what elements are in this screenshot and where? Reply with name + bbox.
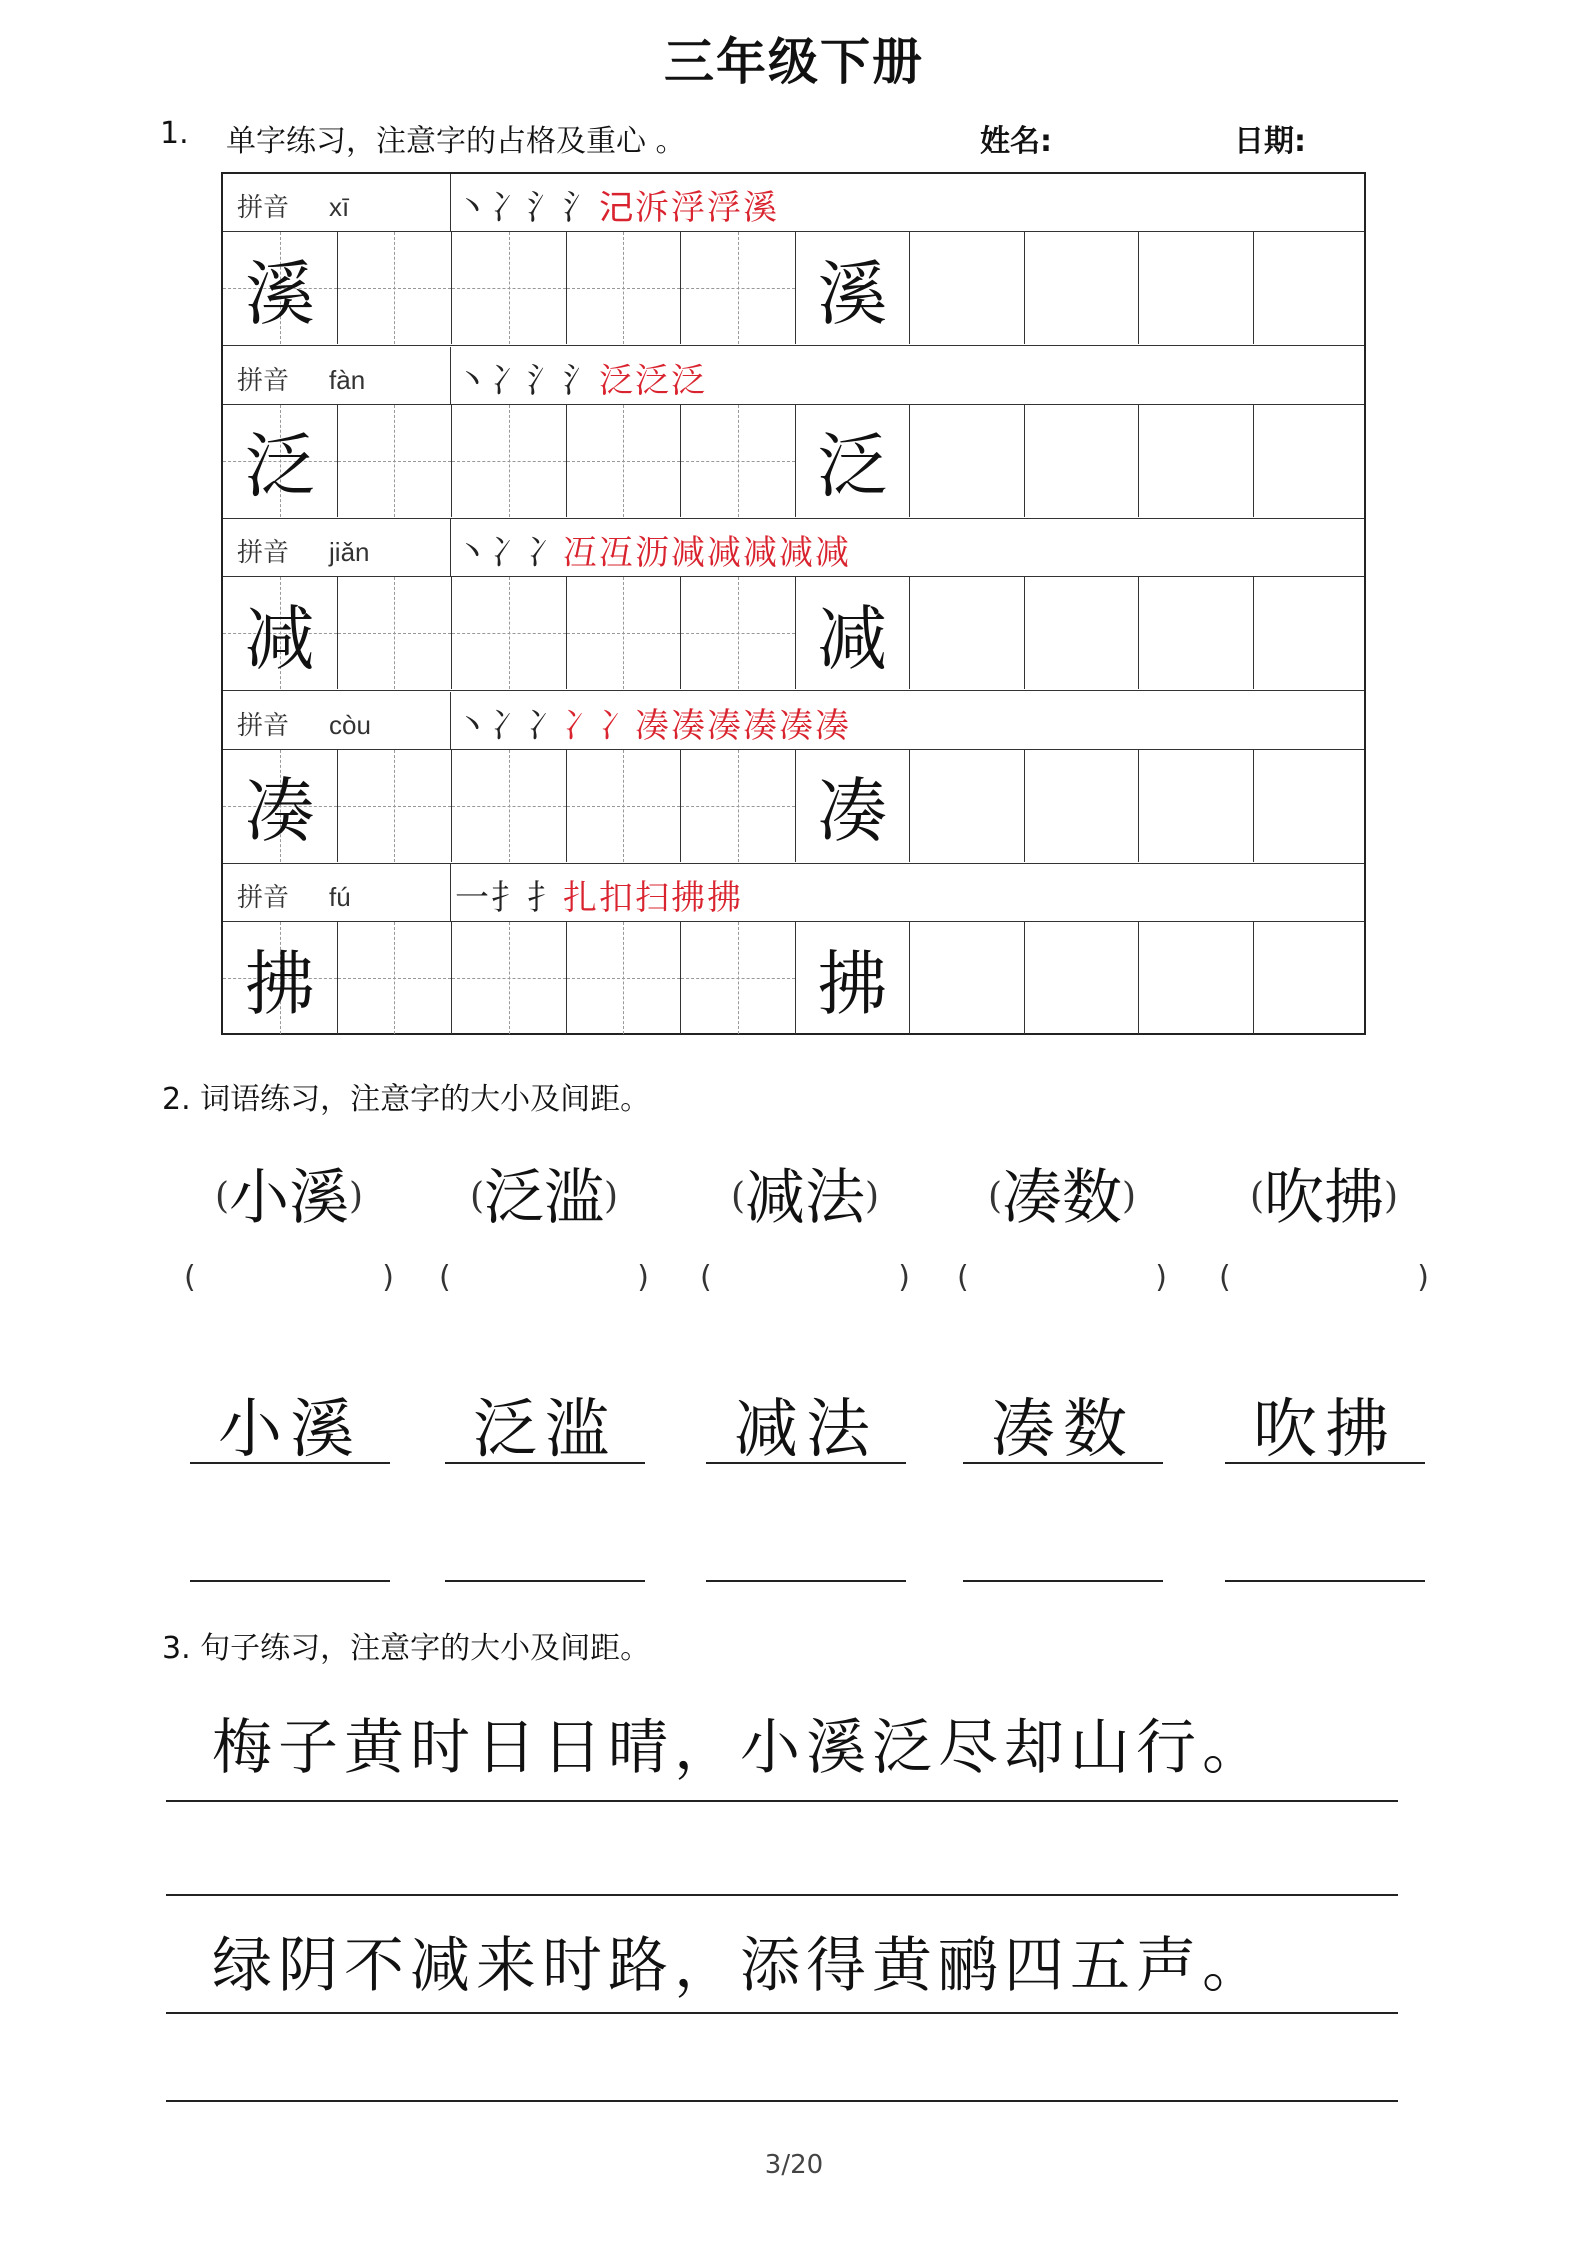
writing-cell[interactable] (681, 750, 796, 862)
paren-close: ) (1417, 1260, 1429, 1295)
pinyin-caption: 拼音 (237, 538, 290, 569)
writing-cell[interactable] (338, 922, 453, 1034)
model-char-cell (796, 405, 911, 517)
writing-cell[interactable] (1025, 232, 1140, 344)
pinyin-blank[interactable] (184, 1260, 394, 1295)
char-row (223, 750, 1364, 864)
paren-close: ) (637, 1260, 649, 1295)
pinyin-value: fú (329, 882, 351, 913)
word-trace: 减法 (734, 1393, 878, 1467)
section2-title: 2. 词语练习，注意字的大小及间距。 (162, 1082, 651, 1117)
paren-open: ( (214, 1176, 229, 1217)
pinyin-label (237, 705, 371, 742)
writing-cell[interactable] (1025, 922, 1140, 1034)
model-char: 拂 (817, 942, 888, 1025)
paren-open: ( (730, 1176, 745, 1217)
writing-cell[interactable] (338, 750, 453, 862)
word-underline (445, 1462, 645, 1464)
word-text: 减法 (745, 1163, 865, 1233)
model-char: 溪 (244, 252, 315, 335)
word-text: 吹拂 (1264, 1163, 1384, 1233)
pinyin-caption: 拼音 (237, 883, 290, 914)
name-label: 姓名: (980, 124, 1052, 159)
word-blank-line[interactable] (706, 1580, 906, 1582)
writing-cell[interactable] (452, 232, 567, 344)
pinyin-blank[interactable] (957, 1260, 1167, 1295)
pinyin-row (223, 519, 1364, 577)
writing-cell[interactable] (1254, 577, 1369, 689)
word-model (429, 1150, 659, 1233)
paren-close: ) (865, 1176, 880, 1217)
pinyin-value: fàn (329, 364, 366, 395)
pinyin-value: còu (329, 709, 371, 740)
stroke-order-rest: 冱冱沥减减减减减 (563, 533, 851, 574)
writing-cell[interactable] (452, 922, 567, 1034)
writing-line[interactable] (166, 2100, 1398, 2102)
model-char: 溪 (817, 252, 888, 335)
paren-open: ( (184, 1260, 196, 1295)
word-blank-line[interactable] (963, 1580, 1163, 1582)
paren-open: ( (469, 1176, 484, 1217)
worksheet-header (160, 116, 1420, 166)
pinyin-blank[interactable] (439, 1260, 649, 1295)
model-char-cell (223, 750, 338, 862)
writing-cell[interactable] (910, 405, 1025, 517)
writing-cell[interactable] (338, 405, 453, 517)
writing-cell[interactable] (1025, 405, 1140, 517)
writing-cell[interactable] (452, 405, 567, 517)
writing-cell[interactable] (910, 577, 1025, 689)
instruction-text: 单字练习，注意字的占格及重心 。 (226, 124, 686, 159)
writing-cell[interactable] (910, 922, 1025, 1034)
paren-open: ( (1249, 1176, 1264, 1217)
stroke-order (455, 698, 851, 747)
paren-close: ) (1384, 1176, 1399, 1217)
model-char-cell (796, 750, 911, 862)
writing-cell[interactable] (1139, 577, 1254, 689)
pinyin-caption: 拼音 (237, 710, 290, 741)
writing-cell[interactable] (338, 232, 453, 344)
model-char-cell (223, 405, 338, 517)
writing-cell[interactable] (452, 750, 567, 862)
stroke-order (455, 353, 707, 402)
writing-cell[interactable] (681, 405, 796, 517)
pinyin-row (223, 864, 1364, 922)
pinyin-divider (450, 347, 451, 404)
model-char: 减 (817, 597, 888, 680)
page-number: 3/20 (764, 2150, 824, 2180)
writing-cell[interactable] (1139, 405, 1254, 517)
word-model (1209, 1150, 1439, 1233)
stroke-order-rest: 𣲆泝浮浮溪 (599, 188, 779, 228)
pinyin-divider (450, 174, 451, 231)
char-row (223, 922, 1364, 1036)
paren-open: ( (1219, 1260, 1231, 1295)
pinyin-label (237, 532, 370, 569)
writing-cell[interactable] (1025, 750, 1140, 862)
word-model (947, 1150, 1177, 1233)
stroke-order-start: 丶冫冫 (455, 705, 563, 746)
writing-cell[interactable] (910, 232, 1025, 344)
stroke-order (455, 870, 743, 919)
model-char: 凑 (817, 770, 888, 853)
pinyin-blank[interactable] (700, 1260, 910, 1295)
writing-cell[interactable] (452, 577, 567, 689)
pinyin-divider (450, 864, 451, 921)
stroke-order-rest: 冫冫凑凑凑凑凑凑 (563, 705, 851, 746)
instruction-number: 1. (160, 116, 189, 151)
pinyin-row (223, 692, 1364, 750)
stroke-order (455, 525, 851, 574)
model-char-cell (223, 577, 338, 689)
sentence-text: 绿阴不减来时路，添得黄鹂四五声。 (212, 1931, 1268, 2001)
writing-line[interactable] (166, 1894, 1398, 1896)
model-char-cell (796, 922, 911, 1034)
writing-cell[interactable] (681, 577, 796, 689)
char-row (223, 405, 1364, 519)
stroke-order-start: 丶冫冫 (455, 533, 563, 574)
model-char-cell (796, 232, 911, 344)
pinyin-row (223, 347, 1364, 405)
word-text: 凑数 (1002, 1163, 1122, 1233)
paren-close: ) (349, 1176, 364, 1217)
stroke-order-start: 丶冫氵氵 (455, 360, 599, 401)
writing-cell[interactable] (1139, 750, 1254, 862)
word-trace: 小溪 (218, 1393, 362, 1467)
model-char: 凑 (244, 770, 315, 853)
paren-close: ) (382, 1260, 394, 1295)
stroke-order-rest: 泛泛泛 (599, 360, 707, 401)
pinyin-row (223, 174, 1364, 232)
writing-cell[interactable] (681, 232, 796, 344)
paren-close: ) (1122, 1176, 1137, 1217)
writing-cell[interactable] (567, 922, 682, 1034)
sentence-text: 梅子黄时日日晴，小溪泛尽却山行。 (212, 1713, 1268, 1783)
paren-open: ( (957, 1260, 969, 1295)
stroke-order-start: 丶冫氵氵 (455, 188, 599, 228)
writing-cell[interactable] (567, 577, 682, 689)
word-underline (963, 1462, 1163, 1464)
model-char: 减 (244, 597, 315, 680)
pinyin-value: jiǎn (329, 537, 370, 568)
word-text: 泛滥 (484, 1163, 604, 1233)
writing-cell[interactable] (1254, 922, 1369, 1034)
word-underline (190, 1462, 390, 1464)
model-char-cell (223, 232, 338, 344)
section3-title: 3. 句子练习，注意字的大小及间距。 (162, 1631, 651, 1666)
word-underline (1225, 1462, 1425, 1464)
pinyin-label (237, 877, 351, 914)
pinyin-label (237, 360, 365, 397)
word-blank-line[interactable] (445, 1580, 645, 1582)
pinyin-divider (450, 692, 451, 749)
pinyin-divider (450, 519, 451, 576)
word-trace: 泛滥 (473, 1393, 617, 1467)
pinyin-caption: 拼音 (237, 365, 290, 396)
stroke-order-rest: 扎扣扫拂拂 (563, 878, 743, 919)
model-char: 泛 (817, 425, 888, 508)
pinyin-label (237, 187, 349, 224)
model-char: 拂 (244, 942, 315, 1025)
word-model (690, 1150, 920, 1233)
word-text: 小溪 (229, 1163, 349, 1233)
paren-open: ( (700, 1260, 712, 1295)
practice-grid (221, 172, 1366, 1035)
paren-close: ) (898, 1260, 910, 1295)
writing-line[interactable] (166, 1800, 1398, 1802)
writing-cell[interactable] (1254, 232, 1369, 344)
pinyin-blank[interactable] (1219, 1260, 1429, 1295)
writing-cell[interactable] (1139, 922, 1254, 1034)
writing-cell[interactable] (1254, 405, 1369, 517)
writing-cell[interactable] (567, 405, 682, 517)
paren-close: ) (604, 1176, 619, 1217)
stroke-order-start: 一扌扌 (455, 878, 563, 919)
model-char-cell (223, 922, 338, 1034)
writing-cell[interactable] (1254, 750, 1369, 862)
word-underline (706, 1462, 906, 1464)
model-char: 泛 (244, 425, 315, 508)
char-row (223, 232, 1364, 346)
paren-close: ) (1155, 1260, 1167, 1295)
word-trace: 凑数 (991, 1393, 1135, 1467)
writing-cell[interactable] (1139, 232, 1254, 344)
writing-cell[interactable] (567, 232, 682, 344)
pinyin-caption: 拼音 (237, 193, 290, 223)
paren-open: ( (987, 1176, 1002, 1217)
writing-line[interactable] (166, 2012, 1398, 2014)
writing-cell[interactable] (910, 750, 1025, 862)
writing-cell[interactable] (338, 577, 453, 689)
writing-cell[interactable] (681, 922, 796, 1034)
writing-cell[interactable] (1025, 577, 1140, 689)
page-title: 三年级下册 (664, 33, 924, 91)
paren-open: ( (439, 1260, 451, 1295)
date-label: 日期: (1234, 124, 1306, 159)
char-row (223, 577, 1364, 691)
model-char-cell (796, 577, 911, 689)
pinyin-value: xī (329, 192, 350, 222)
word-trace: 吹拂 (1253, 1393, 1397, 1467)
word-blank-line[interactable] (1225, 1580, 1425, 1582)
writing-cell[interactable] (567, 750, 682, 862)
word-blank-line[interactable] (190, 1580, 390, 1582)
stroke-order (455, 180, 779, 229)
word-model (174, 1150, 404, 1233)
